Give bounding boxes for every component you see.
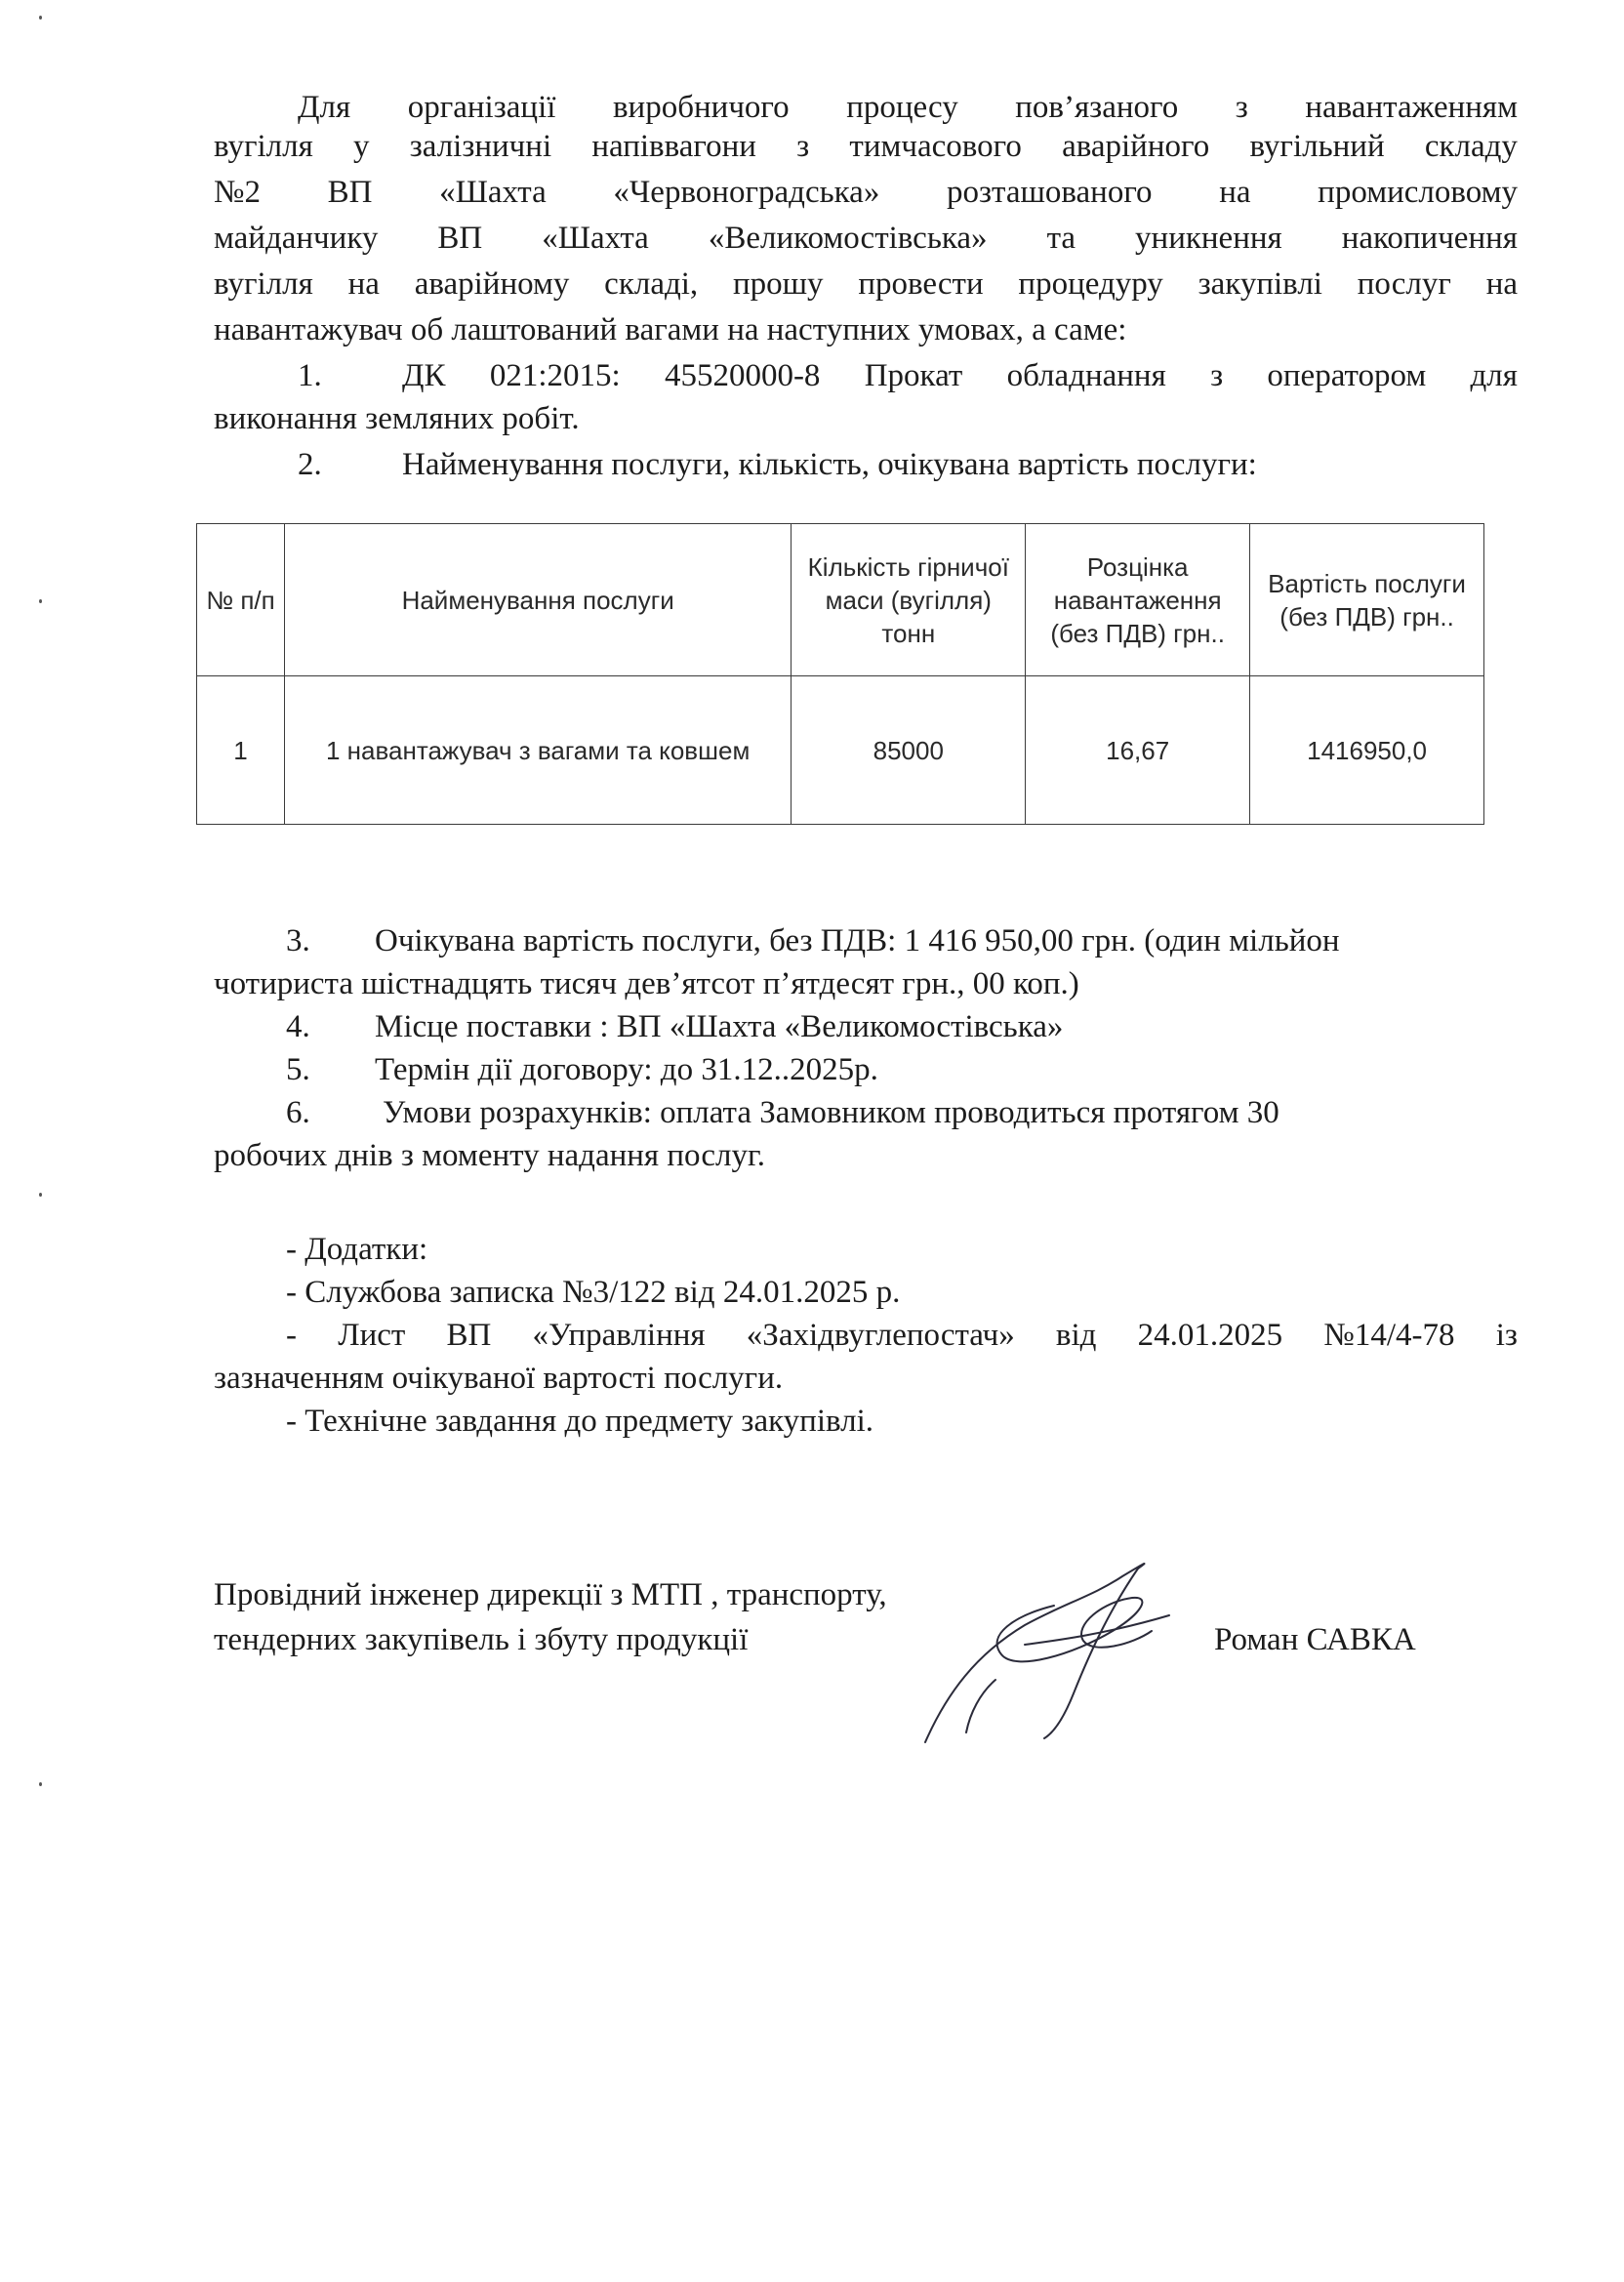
attachment-2-line-2: зазначенням очікуваної вартості послуги. [214, 1361, 784, 1396]
header-quantity: Кількість гірничої маси (вугілля) тонн [792, 524, 1026, 676]
word: 24.01.2025 [1137, 1318, 1283, 1353]
word: тимчасового [849, 129, 1022, 164]
word: залізничні [409, 129, 552, 164]
word: аварійного [1062, 129, 1210, 164]
word: із [1495, 1318, 1518, 1353]
word: навантаженням [1305, 90, 1518, 125]
item-3-number: 3. [286, 923, 310, 958]
word: напіввагони [591, 129, 756, 164]
word: Лист [338, 1318, 406, 1353]
word: майданчику [214, 221, 379, 256]
word: вугілля [214, 129, 313, 164]
header-cost: Вартість послуги (без ПДВ) грн.. [1250, 524, 1484, 676]
table-row [197, 676, 1484, 825]
word: виробничого [612, 90, 790, 125]
cell-number: 1 [197, 676, 285, 825]
word: Для [298, 90, 351, 125]
item-4-text: Місце поставки : ВП «Шахта «Великомостівська» [375, 1009, 1064, 1044]
word: «Шахта [439, 175, 547, 210]
scan-speck [39, 16, 42, 20]
word: розташованого [946, 175, 1153, 210]
item-1-number: 1. [298, 358, 322, 393]
item-4-number: 4. [286, 1009, 310, 1044]
item-5-number: 5. [286, 1052, 310, 1087]
scan-speck [39, 1193, 42, 1197]
cell-rate: 16,67 [1026, 676, 1250, 825]
item-6-number: 6. [286, 1095, 310, 1130]
word: уникнення [1135, 221, 1282, 256]
word: обладнання [1006, 358, 1166, 393]
cell-quantity: 85000 [792, 676, 1026, 825]
word: на [1485, 266, 1518, 302]
word: вугілля [214, 266, 313, 302]
word: для [1470, 358, 1518, 393]
word: «Червоноградська» [613, 175, 880, 210]
signer-position-line-2: тендерних закупівель і збуту продукції [214, 1622, 749, 1657]
word: промисловому [1318, 175, 1518, 210]
word: Прокат [864, 358, 963, 393]
word: №14/4-78 [1323, 1318, 1455, 1353]
word: пов’язаного [1015, 90, 1179, 125]
header-service-name: Найменування послуги [284, 524, 791, 676]
handwritten-signature [908, 1547, 1220, 1752]
word: з [796, 129, 810, 164]
word: на [1219, 175, 1251, 210]
word: - [286, 1318, 297, 1353]
intro-line-2 [214, 127, 1518, 166]
word: з [1210, 358, 1224, 393]
item-5-text: Термін дії договору: до 31.12..2025р. [375, 1052, 878, 1087]
header-number: № п/п [197, 524, 285, 676]
word: провести [858, 266, 984, 302]
word: ДК [402, 358, 446, 393]
item-1-line-2: виконання земляних робіт. [214, 401, 580, 436]
word: організації [407, 90, 556, 125]
word: «Управління [532, 1318, 706, 1353]
word: оператором [1267, 358, 1427, 393]
word: та [1046, 221, 1076, 256]
word: закупівлі [1198, 266, 1322, 302]
item-2-text: Найменування послуги, кількість, очікувана вартість послуги: [402, 447, 1257, 482]
intro-line-4 [214, 219, 1518, 258]
word: процесу [846, 90, 958, 125]
word: 45520000-8 [664, 358, 821, 393]
word: 021:2015: [489, 358, 621, 393]
word: ВП [446, 1318, 492, 1353]
table-header-row [197, 524, 1484, 676]
cell-cost: 1416950,0 [1250, 676, 1484, 825]
attachment-1: - Службова записка №3/122 від 24.01.2025 р. [286, 1275, 901, 1310]
item-2-number: 2. [298, 447, 322, 482]
word: прошу [732, 266, 824, 302]
scan-speck [39, 599, 42, 603]
intro-line-1 [298, 88, 1518, 127]
word: «Шахта [542, 221, 649, 256]
word: «Великомостівська» [708, 221, 988, 256]
item-3-line-2: чотириста шістнадцять тисяч дев’ятсот п’ятдесят грн., 00 коп.) [214, 966, 1079, 1001]
word: від [1055, 1318, 1097, 1353]
word: з [1235, 90, 1248, 125]
cell-service-name: 1 навантажувач з вагами та ковшем [284, 676, 791, 825]
intro-line-5 [214, 265, 1518, 304]
signer-name: Роман САВКА [1214, 1622, 1416, 1657]
scan-speck [39, 1782, 42, 1786]
word: ВП [437, 221, 483, 256]
word: на [347, 266, 380, 302]
word: складу [1424, 129, 1518, 164]
word: процедуру [1018, 266, 1163, 302]
intro-line-6: навантажувач об лаштований вагами на наступних умовах, а саме: [214, 312, 1127, 347]
signer-position-line-1: Провідний інженер дирекції з МТП , транспорту, [214, 1577, 887, 1612]
word: послуг [1357, 266, 1451, 302]
word: у [353, 129, 370, 164]
word: №2 [214, 175, 261, 210]
word: аварійному [414, 266, 570, 302]
item-6-line-1: Умови розрахунків: оплата Замовником проводиться протягом 30 [383, 1095, 1279, 1130]
word: накопичення [1341, 221, 1518, 256]
word: вугільний [1249, 129, 1385, 164]
item-1-line-1 [402, 356, 1518, 395]
services-table [196, 523, 1484, 825]
word: ВП [327, 175, 373, 210]
item-6-line-2: робочих днів з моменту надання послуг. [214, 1138, 766, 1173]
attachments-heading: - Додатки: [286, 1232, 428, 1267]
attachment-3: - Технічне завдання до предмету закупівлі. [286, 1404, 874, 1439]
intro-line-3 [214, 173, 1518, 212]
word: складі, [604, 266, 699, 302]
item-3-line-1: Очікувана вартість послуги, без ПДВ: 1 416 950,00 грн. (один мільйон [375, 923, 1340, 958]
word: «Західвуглепостач» [746, 1318, 1015, 1353]
attachment-2-line-1 [286, 1316, 1518, 1355]
header-rate: Розцінка навантаження (без ПДВ) грн.. [1026, 524, 1250, 676]
